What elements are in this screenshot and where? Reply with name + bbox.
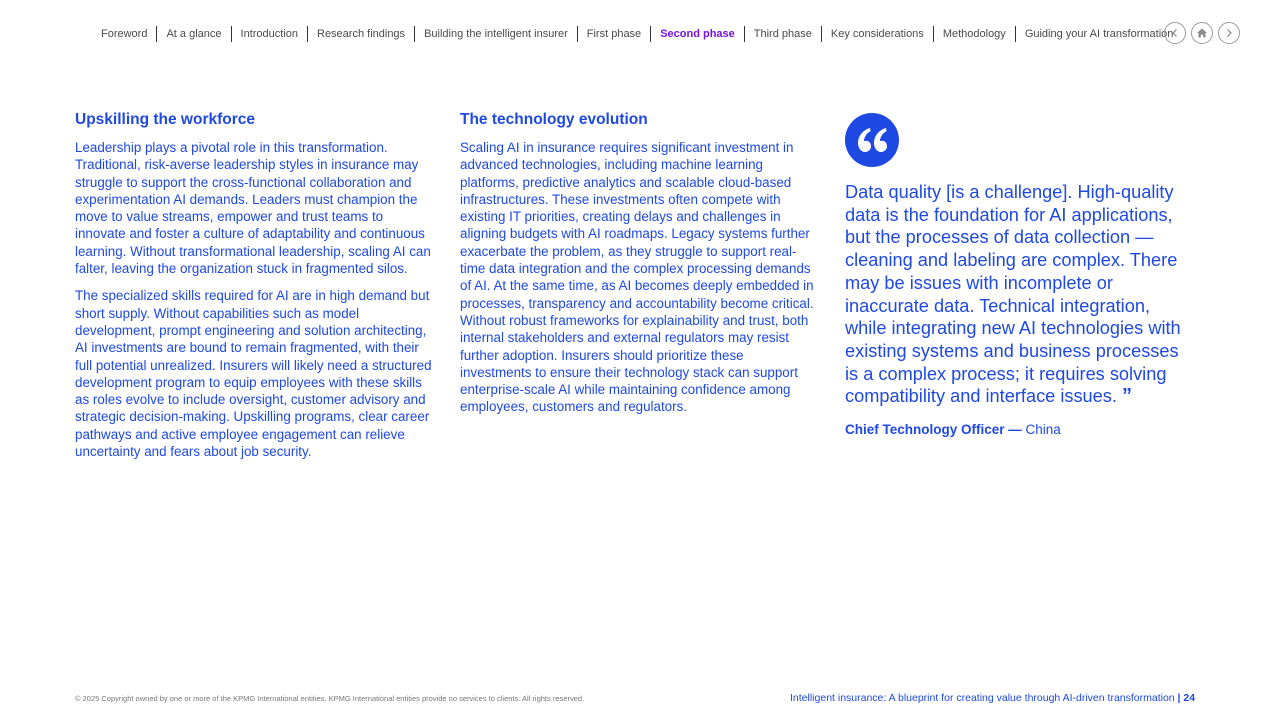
quote-attribution <box>845 422 1185 437</box>
nav-item-building-intelligent-insurer[interactable]: Building the intelligent insurer <box>424 28 568 40</box>
nav-item-foreword[interactable]: Foreword <box>101 28 148 40</box>
body-paragraph: The specialized skills required for AI are in high demand but short supply. Without capabilities such as model development, prompt engineering and solution architecting, AI investments are bound to remain fragmented, with their full potential unrealized. Insurers will likely need a structured development program to equip employees with these skills as roles evolve to include oversight, customer advisory and strategic decision-making. Upskilling programs, clear career pathways and active employee engagement can relieve uncertainty and fears about job security. <box>75 288 432 460</box>
nav-item-methodology[interactable]: Methodology <box>942 28 1006 40</box>
section-heading: Upskilling the workforce <box>75 111 256 128</box>
previous-page-button[interactable] <box>1164 22 1186 44</box>
attribution-separator: — <box>1004 422 1026 438</box>
quote-close-icon: ” <box>1122 385 1131 408</box>
nav-item-second-phase[interactable]: Second phase <box>660 28 735 40</box>
home-icon <box>1196 27 1208 39</box>
nav-item-guiding-ai-transformation[interactable]: Guiding your AI transformation <box>1024 28 1174 40</box>
chevron-left-icon <box>1170 28 1180 38</box>
page-separator: | <box>1174 692 1184 704</box>
document-title: Intelligent insurance: A blueprint for creating value through AI-driven transformation <box>790 692 1175 704</box>
quote-body <box>845 181 1185 408</box>
body-paragraph: Leadership plays a pivotal role in this transformation. Traditional, risk-averse leadership styles in insurance may struggle to support the cross-functional collaboration and experimentation AI demands. Leaders must champion the move to value streams, empower and trust teams to innovate and foster a culture of adaptability and continuous learning. Without transformational leadership, scaling AI can falter, leaving the organization stuck in fragmented silos. <box>75 140 431 277</box>
nav-item-at-a-glance[interactable]: At a glance <box>166 28 222 40</box>
nav-item-third-phase[interactable]: Third phase <box>753 28 812 40</box>
page-number: 24 <box>1183 692 1196 704</box>
footer-document-title <box>790 692 1195 704</box>
page-navigation-buttons <box>1164 22 1240 44</box>
pull-quote <box>845 113 1185 437</box>
nav-item-research-findings[interactable]: Research findings <box>317 28 406 40</box>
section-heading: The technology evolution <box>460 111 648 128</box>
attribution-role: Chief Technology Officer <box>845 422 1005 438</box>
top-navigation <box>92 22 1182 46</box>
body-paragraph: Scaling AI in insurance requires significant investment in advanced technologies, including machine learning platforms, predictive analytics and scalable cloud-based infrastructures. These investments often compete with existing IT priorities, creating delays and challenges in aligning budgets with AI roadmaps. Legacy systems further exacerbate the problem, as they struggle to support real-time data integration and the complex processing demands of AI. At the same time, as AI becomes deeply embedded in processes, transparency and accountability become critical. Without robust frameworks for explainability and trust, both internal stakeholders and external regulators may resist further adoption. Insurers should prioritize these investments to ensure their technology stack can support enterprise-scale AI while maintaining confidence among employees, customers and regulators. <box>460 140 814 415</box>
chevron-right-icon <box>1224 28 1234 38</box>
attribution-location: China <box>1025 422 1061 438</box>
nav-item-first-phase[interactable]: First phase <box>586 28 642 40</box>
nav-item-introduction[interactable]: Introduction <box>240 28 298 40</box>
quote-open-icon <box>845 113 899 167</box>
upskilling-section <box>75 110 433 470</box>
nav-item-key-considerations[interactable]: Key considerations <box>830 28 924 40</box>
technology-section <box>460 110 815 426</box>
next-page-button[interactable] <box>1218 22 1240 44</box>
home-button[interactable] <box>1191 22 1213 44</box>
copyright-notice: © 2025 Copyright owned by one or more of the KPMG International entities. KPMG International entities provide no services to clients. All rights reserved. <box>75 694 585 703</box>
quote-text: Data quality [is a challenge]. High-quality data is the foundation for AI applications, but the processes of data collection — cleaning and labeling are complex. There may be issues with incomplete or inaccurate data. Technical integration, while integrating new AI technologies with existing systems and business processes is a complex process; it requires solving compatibility and interface issues. <box>845 182 1181 407</box>
